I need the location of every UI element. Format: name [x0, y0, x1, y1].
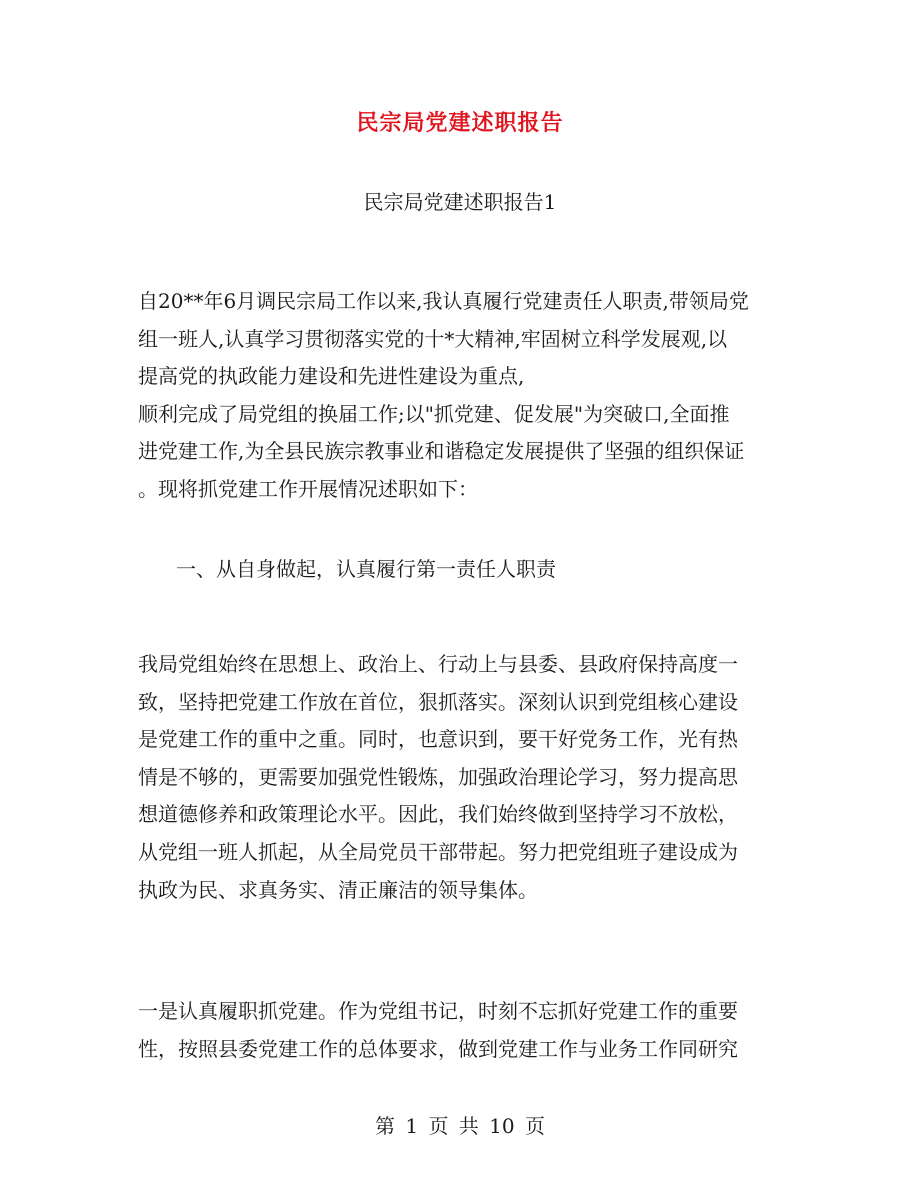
paragraph-line: 执政为民、求真务实、清正廉洁的领导集体。 [138, 877, 538, 902]
paragraph-line: 组一班人,认真学习贯彻落实党的十*大精神,牢固树立科学发展观,以 [138, 326, 728, 351]
paragraph-line: 想道德修养和政策理论水平。因此，我们始终做到坚持学习不放松， [138, 802, 738, 827]
paragraph-line: 从党组一班人抓起，从全局党员干部带起。努力把党组班子建设成为 [138, 839, 738, 864]
paragraph-intro [138, 283, 788, 509]
paragraph-line: 一是认真履职抓党建。作为党组书记，时刻不忘抓好党建工作的重要 [138, 999, 738, 1023]
paragraph-line: 情是不够的，更需要加强党性锻炼，加强政治理论学习，努力提高思 [138, 764, 738, 789]
paragraph-point1 [138, 993, 788, 1068]
page-footer: 第 1 页 共 10 页 [375, 1114, 545, 1138]
paragraph-line: 我局党组始终在思想上、政治上、行动上与县委、县政府保持高度一 [138, 652, 738, 676]
paragraph-line: 提高党的执政能力建设和先进性建设为重点, [138, 364, 525, 389]
paragraph-section1 [138, 646, 788, 909]
paragraph-line: 致，坚持把党建工作放在首位，狠抓落实。深刻认识到党组核心建设 [138, 689, 738, 714]
paragraph-line: 自20**年6月调民宗局工作以来,我认真履行党建责任人职责,带领局党 [138, 289, 749, 313]
paragraph-line: 性，按照县委党建工作的总体要求，做到党建工作与业务工作同研究 [138, 1036, 738, 1061]
document-title: 民宗局党建述职报告 [356, 110, 564, 136]
section-heading: 一、从自身做起，认真履行第一责任人职责 [176, 557, 556, 581]
document-subtitle: 民宗局党建述职报告1 [363, 190, 557, 214]
paragraph-line: 。现将抓党建工作开展情况述职如下： [138, 476, 478, 501]
paragraph-line: 顺利完成了局党组的换届工作;以"抓党建、促发展"为突破口,全面推 [138, 401, 730, 426]
paragraph-line: 进党建工作,为全县民族宗教事业和谐稳定发展提供了坚强的组织保证 [138, 439, 745, 464]
paragraph-line: 是党建工作的重中之重。同时，也意识到，要干好党务工作，光有热 [138, 727, 738, 752]
